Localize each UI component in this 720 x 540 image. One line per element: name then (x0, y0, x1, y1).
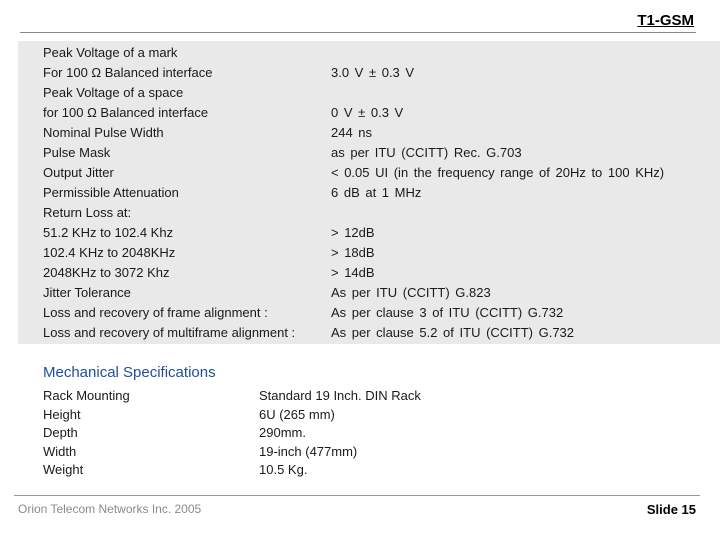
mech-value: Standard 19 Inch. DIN Rack (259, 388, 421, 403)
spec-label: Loss and recovery of multiframe alignment : (43, 325, 296, 340)
spec-row (18, 183, 720, 203)
spec-value: < 0.05 UI (in the frequency range of 20Hz to 100 KHz) (331, 165, 665, 180)
slide-title: T1-GSM (637, 12, 694, 29)
slide-number: Slide 15 (646, 502, 696, 517)
spec-label: 2048KHz to 3072 Khz (43, 265, 170, 280)
spec-label: Peak Voltage of a space (43, 85, 184, 100)
spec-label: Peak Voltage of a mark (43, 45, 178, 60)
mech-row (0, 406, 720, 424)
title-rule (20, 32, 696, 33)
spec-row (18, 63, 720, 83)
spec-label: for 100 Ω Balanced interface (43, 105, 209, 120)
mech-label: Rack Mounting (43, 388, 130, 403)
spec-value: 0 V ± 0.3 V (331, 105, 404, 120)
spec-row (18, 163, 720, 183)
spec-value: 3.0 V ± 0.3 V (331, 65, 415, 80)
footer-company: Orion Telecom Networks Inc. 2005 (18, 502, 202, 516)
spec-value: As per clause 5.2 of ITU (CCITT) G.732 (331, 325, 575, 340)
spec-row (18, 303, 720, 323)
spec-value: 244 ns (331, 125, 373, 140)
footer-rule (14, 495, 700, 496)
spec-row (18, 123, 720, 143)
spec-label: Pulse Mask (43, 145, 111, 160)
mechanical-specs-heading: Mechanical Specifications (43, 364, 216, 381)
spec-row (18, 243, 720, 263)
spec-row (18, 283, 720, 303)
mech-value: 19-inch (477mm) (259, 444, 358, 459)
spec-value: > 18dB (331, 245, 375, 260)
mech-row (0, 387, 720, 405)
spec-label: Loss and recovery of frame alignment : (43, 305, 268, 320)
spec-row (18, 203, 720, 223)
spec-row (18, 323, 720, 343)
spec-row (18, 143, 720, 163)
spec-label: Jitter Tolerance (43, 285, 131, 300)
spec-label: For 100 Ω Balanced interface (43, 65, 213, 80)
spec-row (18, 43, 720, 63)
electrical-specs-panel (18, 41, 720, 344)
spec-label: 51.2 KHz to 102.4 Khz (43, 225, 174, 240)
spec-value: As per clause 3 of ITU (CCITT) G.732 (331, 305, 564, 320)
mech-row (0, 443, 720, 461)
mech-value: 290mm. (259, 425, 306, 440)
mech-value: 10.5 Kg. (259, 462, 308, 477)
spec-value: as per ITU (CCITT) Rec. G.703 (331, 145, 522, 160)
spec-value: > 12dB (331, 225, 375, 240)
mech-row (0, 461, 720, 479)
spec-value: 6 dB at 1 MHz (331, 185, 422, 200)
spec-label: Nominal Pulse Width (43, 125, 164, 140)
mech-label: Width (43, 444, 77, 459)
spec-label: Permissible Attenuation (43, 185, 179, 200)
spec-value: > 14dB (331, 265, 375, 280)
spec-row (18, 263, 720, 283)
spec-value: As per ITU (CCITT) G.823 (331, 285, 491, 300)
spec-row (18, 103, 720, 123)
mech-value: 6U (265 mm) (259, 407, 335, 422)
spec-row (18, 83, 720, 103)
mech-row (0, 424, 720, 442)
spec-label: Return Loss at: (43, 205, 132, 220)
mech-label: Weight (43, 462, 84, 477)
mech-label: Height (43, 407, 81, 422)
spec-label: Output Jitter (43, 165, 114, 180)
spec-label: 102.4 KHz to 2048KHz (43, 245, 176, 260)
mech-label: Depth (43, 425, 78, 440)
spec-row (18, 223, 720, 243)
